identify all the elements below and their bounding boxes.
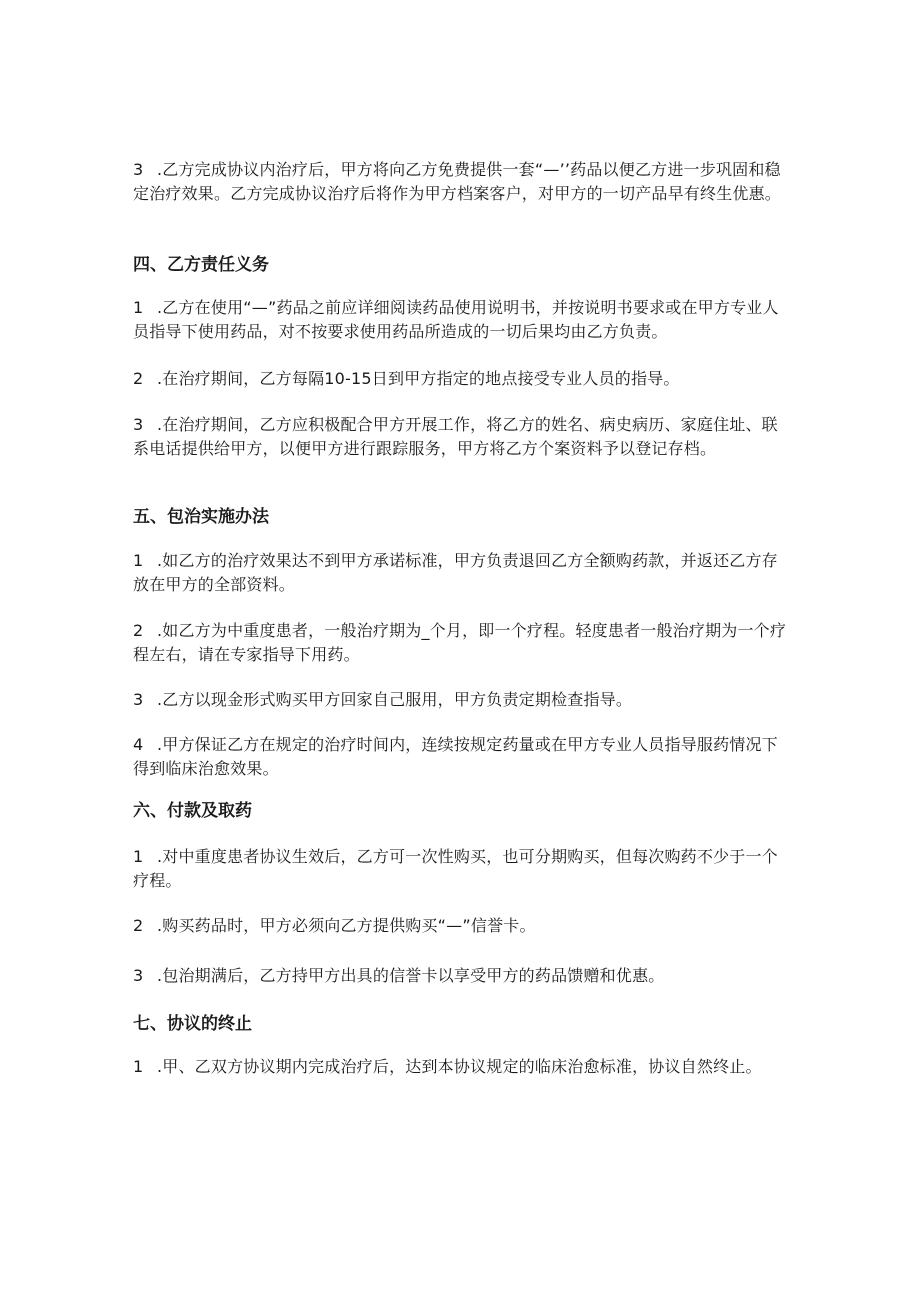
paragraph-5-1 bbox=[133, 549, 793, 597]
paragraph-text: .乙方以现金形式购买甲方回家自己服用，甲方负责定期检查指导。 bbox=[157, 690, 633, 709]
paragraph-3-gift-set bbox=[133, 158, 793, 206]
paragraph-number: 1 bbox=[133, 847, 144, 866]
paragraph-number: 1 bbox=[133, 551, 144, 570]
paragraph-number: 1 bbox=[133, 1057, 144, 1076]
paragraph-5-4 bbox=[133, 733, 793, 781]
paragraph-text: .包治期满后，乙方持甲方出具的信誉卡以享受甲方的药品馈赠和优惠。 bbox=[157, 966, 665, 985]
paragraph-4-2 bbox=[133, 367, 793, 391]
paragraph-4-1 bbox=[133, 296, 793, 344]
paragraph-number: 4 bbox=[133, 735, 144, 754]
paragraph-number: 2 bbox=[133, 621, 144, 640]
paragraph-text: .购买药品时，甲方必须向乙方提供购买“—”信誉卡。 bbox=[157, 916, 536, 935]
paragraph-7-1 bbox=[133, 1055, 793, 1079]
paragraph-6-1 bbox=[133, 845, 793, 893]
paragraph-text: .在治疗期间，乙方应积极配合甲方开展工作，将乙方的姓名、病史病历、家庭住址、联系电话提供给甲方，以便甲方进行跟踪服务，甲方将乙方个案资料予以登记存档。 bbox=[133, 415, 778, 458]
section-heading-5: 五、包治实施办法 bbox=[133, 507, 269, 527]
section-heading-7: 七、协议的终止 bbox=[133, 1014, 252, 1034]
paragraph-text: .乙方在使用“—”药品之前应详细阅读药品使用说明书，并按说明书要求或在甲方专业人员指导下使用药品，对不按要求使用药品所造成的一切后果均由乙方负责。 bbox=[133, 298, 779, 341]
paragraph-text: .甲、乙双方协议期内完成治疗后，达到本协议规定的临床治愈标准，协议自然终止。 bbox=[157, 1057, 762, 1076]
paragraph-6-3 bbox=[133, 964, 793, 988]
paragraph-number: 3 bbox=[133, 415, 144, 434]
paragraph-5-2 bbox=[133, 619, 793, 667]
paragraph-text: .如乙方的治疗效果达不到甲方承诺标准，甲方负责退回乙方全额购药款，并返还乙方存放在甲方的全部资料。 bbox=[133, 551, 778, 594]
paragraph-number: 2 bbox=[133, 916, 144, 935]
paragraph-5-3 bbox=[133, 688, 793, 712]
paragraph-number: 3 bbox=[133, 160, 144, 179]
section-heading-6: 六、付款及取药 bbox=[133, 801, 252, 821]
paragraph-text: .乙方完成协议内治疗后，甲方将向乙方免费提供一套“—’’药品以便乙方进一步巩固和稳定治疗效果。乙方完成协议治疗后将作为甲方档案客户，对甲方的一切产品早有终生优惠。 bbox=[133, 160, 782, 203]
paragraph-number: 2 bbox=[133, 369, 144, 388]
paragraph-number: 3 bbox=[133, 966, 144, 985]
paragraph-6-2 bbox=[133, 914, 793, 938]
paragraph-text: .如乙方为中重度患者，一般治疗期为_个月，即一个疗程。轻度患者一般治疗期为一个疗程左右，请在专家指导下用药。 bbox=[133, 621, 787, 664]
paragraph-text: .对中重度患者协议生效后，乙方可一次性购买，也可分期购买，但每次购药不少于一个疗程。 bbox=[133, 847, 778, 890]
section-heading-4: 四、乙方责任义务 bbox=[133, 255, 269, 275]
paragraph-text: .甲方保证乙方在规定的治疗时间内，连续按规定药量或在甲方专业人员指导服药情况下得到临床治愈效果。 bbox=[133, 735, 778, 778]
paragraph-number: 3 bbox=[133, 690, 144, 709]
paragraph-text: .在治疗期间，乙方每隔10-15日到甲方指定的地点接受专业人员的指导。 bbox=[157, 369, 680, 388]
paragraph-number: 1 bbox=[133, 298, 144, 317]
paragraph-4-3 bbox=[133, 413, 793, 461]
